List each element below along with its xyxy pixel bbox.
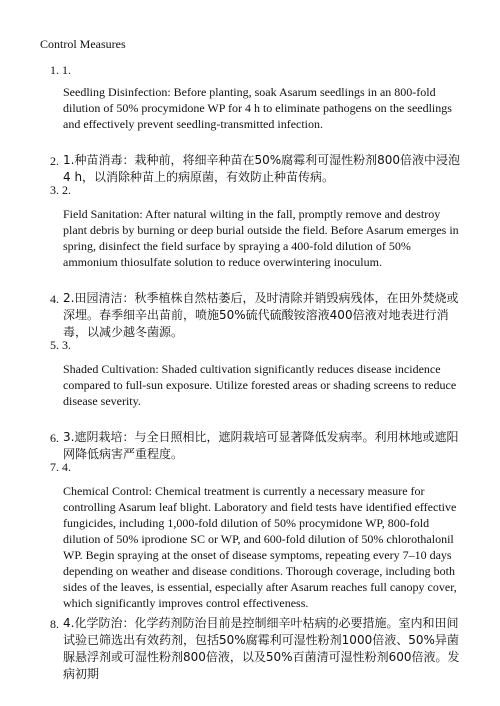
list-item-shaded-cultivation: Shaded Cultivation: Shaded cultivation significantly reduces disease incidence compared to full-sun exposure. Utilize forested areas or shading screens to reduce disease severity. (63, 362, 457, 408)
list-item-chemical-control-zh: 4.化学防治：化学药剂防治目前是控制细辛叶枯病的必要措施。室内和田间试验已筛选出有效药剂，包括50%腐霉利可湿性粉剂1000倍液、50%异菌脲悬浮剂或可湿性粉剂800倍液，以及50%百菌清可湿性粉剂600倍液。发病初期 (63, 616, 460, 681)
list-marker-5: 5. 3. (50, 338, 71, 352)
list-item-seedling-disinfection: Seedling Disinfection: Before planting, soak Asarum seedlings in an 800-fold dilution of 50% procymidone WP for 4 h to eliminate pathogens on the seedlings and effectively prevent seedling-transmitted infection. (63, 85, 452, 131)
list-marker-7: 7. 4. (50, 460, 71, 474)
list-marker-8: 8. (50, 617, 59, 631)
list-item-chemical-control: Chemical Control: Chemical treatment is currently a necessary measure for controlling Asarum leaf blight. Laboratory and field tests have identified effective fungicides, including 1,000-fold dilution of 50% procymidone WP, 800-fold dilution of 50% iprodione SC or WP, and 600-fold dilution of 50% chlorothalonil WP. Begin spraying at the onset of disease symptoms, repeating every 7–10 days depending on weather and disease conditions. Thorough coverage, including both sides of the leaves, is essential, especially after Asarum reaches full canopy cover, which significantly improves control effectiveness. (63, 484, 457, 610)
list-item-shaded-cultivation-zh: 3.遮阴栽培：与全日照相比，遮阴栽培可显著降低发病率。利用林地或遮阳网降低病害严重程度。 (63, 430, 459, 461)
list-item-field-sanitation-zh: 2.田园清洁：秋季植株自然枯萎后，及时清除并销毁病残体，在田外焚烧或深埋。春季细辛出苗前，喷施50%硫代硫酸铵溶液400倍液对地表进行消毒，以减少越冬菌源。 (63, 291, 459, 339)
list-marker-2: 2. (50, 154, 59, 168)
list-marker-3: 3. 2. (50, 183, 71, 197)
list-marker-6: 6. (50, 431, 59, 445)
list-marker-4: 4. (50, 292, 59, 306)
list-item-field-sanitation: Field Sanitation: After natural wilting in the fall, promptly remove and destroy plant debris by burning or deep burial outside the field. Before Asarum emerges in spring, disinfect the field surface by spraying a 400-fold dilution of 50% ammonium thiosulfate solution to reduce overwintering inoculum. (63, 207, 459, 269)
section-heading: Control Measures (40, 37, 126, 51)
list-marker-1: 1. 1. (50, 63, 71, 77)
list-item-seedling-disinfection-zh: 1.种苗消毒：栽种前，将细辛种苗在50%腐霉利可湿性粉剂800倍液中浸泡4 h，以消除种苗上的病原菌，有效防止种苗传病。 (63, 153, 461, 184)
